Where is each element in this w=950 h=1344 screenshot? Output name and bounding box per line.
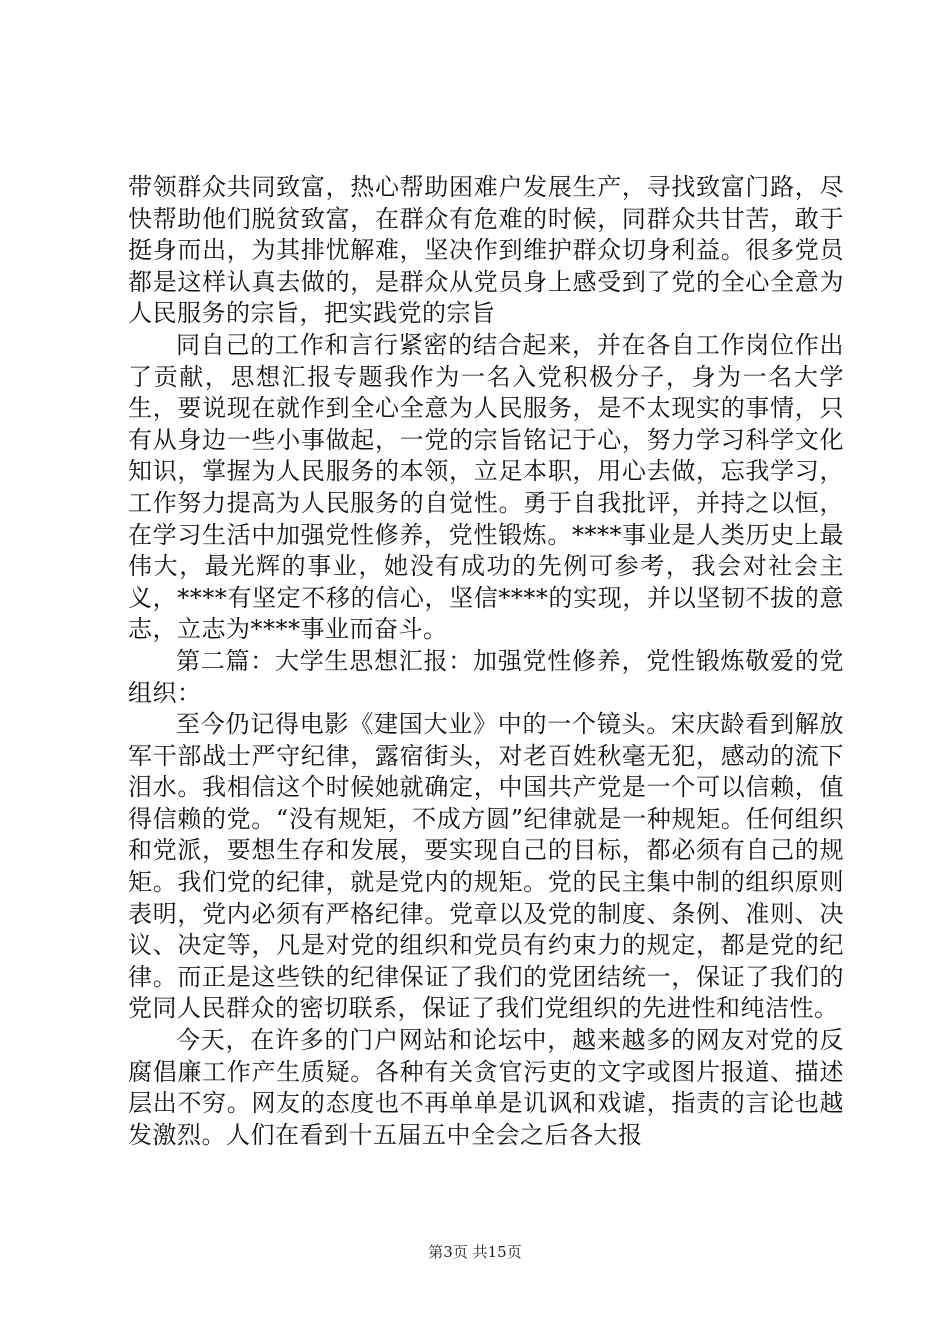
paragraph-4: 至今仍记得电影《建国大业》中的一个镜头。宋庆龄看到解放军干部战士严守纪律，露宿街头，对老百姓秋毫无犯，感动的流下泪水。我相信这个时候她就确定，中国共产党是一个可以信赖，值得信赖的党。“没有规矩，不成方圆”纪律就是一种规矩。任何组织和党派，要想生存和发展，要实现自己的目标，都必须有自己的规矩。我们党的纪律，就是党内的规矩。党的民主集中制的组织原则表明，党内必须有严格纪律。党章以及党的制度、条例、准则、决议、决定等，凡是对党的组织和党员有约束力的规定，都是党的纪律。而正是这些铁的纪律保证了我们的党团结统一，保证了我们的党同人民群众的密切联系，保证了我们党组织的先进性和纯洁性。 xyxy=(128,710,844,1023)
paragraph-2: 同自己的工作和言行紧密的结合起来，并在各自工作岗位作出了贡献，思想汇报专题我作为一名入党积极分子，身为一名大学生，要说现在就作到全心全意为人民服务，是不太现实的事情，只有从身边一些小事做起，一党的宗旨铭记于心，努力学习科学文化知识，掌握为人民服务的本领，立足本职，用心去做，忘我学习，工作努力提高为人民服务的自觉性。勇于自我批评，并持之以恒，在学习生活中加强党性修养，党性锻炼。****事业是人类历史上最伟大，最光辉的事业，她没有成功的先例可参考，我会对社会主义，****有坚定不移的信心，坚信****的实现，并以坚韧不拔的意志，立志为****事业而奋斗。 xyxy=(128,330,844,644)
document-body xyxy=(128,172,844,1151)
paragraph-5: 今天，在许多的门户网站和论坛中，越来越多的网友对党的反腐倡廉工作产生质疑。各种有关贪官污吏的文字或图片报道、描述层出不穷。网友的态度也不再单单是讥讽和戏谑，指责的言论也越发激烈。人们在看到十五届五中全会之后各大报 xyxy=(128,1026,844,1149)
page-number-footer: 第3页 共15页 xyxy=(428,1243,522,1261)
section-heading-paragraph: 第二篇：大学生思想汇报：加强党性修养，党性锻炼敬爱的党组织： xyxy=(128,646,844,707)
paragraph-1: 带领群众共同致富，热心帮助困难户发展生产，寻找致富门路，尽快帮助他们脱贫致富，在群众有危难的时候，同群众共甘苦，敢于挺身而出，为其排忧解难，坚决作到维护群众切身利益。很多党员都是这样认真去做的，是群众从党员身上感受到了党的全心全意为人民服务的宗旨，把实践党的宗旨 xyxy=(128,173,844,328)
